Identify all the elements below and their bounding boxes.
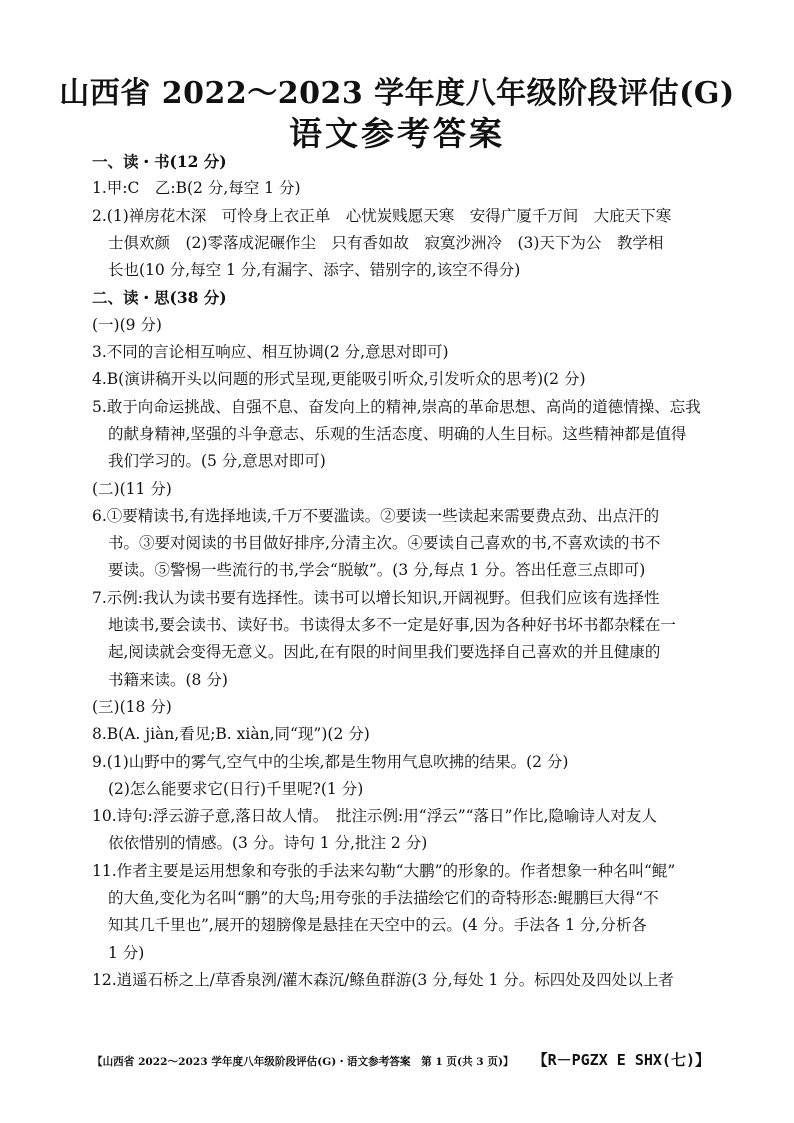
answer-line: 4.B(演讲稿开头以问题的形式呈现,更能吸引听众,引发听众的思考)(2 分) xyxy=(92,370,586,389)
answer-line: 依依惜别的情感。(3 分。诗句 1 分,批注 2 分) xyxy=(108,834,428,853)
section-heading: 二、读・思(38 分) xyxy=(92,288,227,308)
answer-line: 2.(1)禅房花木深 可怜身上衣正单 心忧炭贱愿天寒 安得广厦千万间 大庇天下寒 xyxy=(92,206,672,225)
document-subtitle: 语文参考答案 xyxy=(289,114,505,153)
section-heading: 一、读・书(12 分) xyxy=(92,152,227,171)
answer-line: 要读。⑤警惕一些流行的书,学会“脱敏”。(3 分,每点 1 分。答出任意三点即可) xyxy=(108,561,646,580)
answer-line: (2)怎么能要求它(日行)千里呢?(1 分) xyxy=(108,779,364,798)
answer-line: 7.示例:我认为读书要有选择性。读书可以增长知识,开阔视野。但我们应该有选择性 xyxy=(92,588,660,607)
answer-line: 我们学习的。(5 分,意思对即可) xyxy=(108,452,326,471)
answer-line: 起,阅读就会变得无意义。因此,在有限的时间里我们要选择自己喜欢的并且健康的 xyxy=(108,643,661,662)
subsection-heading: (三)(18 分) xyxy=(92,697,172,716)
answer-line: 书。③要对阅读的书目做好排序,分清主次。④要读自己喜欢的书,不喜欢读的书不 xyxy=(108,534,661,553)
answer-line: 12.逍遥石桥之上/草香泉洌/灌木森沉/鲦鱼群游(3 分,每处 1 分。标四处及四处以上者 xyxy=(92,970,674,989)
answer-line: 3.不同的言论相互响应、相互协调(2 分,意思对即可) xyxy=(92,343,449,362)
answer-line: 1 分) xyxy=(108,943,145,962)
answer-line: 知其几千里也”,展开的翅膀像是悬挂在天空中的云。(4 分。手法各 1 分,分析各 xyxy=(108,916,647,935)
answer-line: 的献身精神,坚强的斗争意志、乐观的生活态度、明确的人生目标。这些精神都是值得 xyxy=(108,424,687,443)
answer-line: 10.诗句:浮云游子意,落日故人情。 批注示例:用“浮云”“落日”作比,隐喻诗人对友人 xyxy=(92,807,657,826)
answer-line: 士俱欢颜 (2)零落成泥碾作尘 只有香如故 寂寞沙洲冷 (3)天下为公 教学相 xyxy=(108,233,664,252)
answer-line: 5.敢于向命运挑战、自强不息、奋发向上的精神,崇高的革命思想、高尚的道德情操、忘我 xyxy=(92,397,701,416)
answer-line: 地读书,要会读书、读好书。书读得太多不一定是好事,因为各种好书坏书都杂糅在一 xyxy=(108,616,676,635)
answer-line: 8.B(A. jiàn,看见;B. xiàn,同“现”)(2 分) xyxy=(92,725,370,744)
document-title: 山西省 2022～2023 学年度八年级阶段评估(G) xyxy=(59,76,735,111)
page-footer xyxy=(92,1049,710,1070)
answer-line: 9.(1)山野中的雾气,空气中的尘埃,都是生物用气息吹拂的结果。(2 分) xyxy=(92,752,569,771)
answer-line: 长也(10 分,每空 1 分,有漏字、添字、错别字的,该空不得分) xyxy=(108,261,521,280)
exam-code: 【R－PGZX E SHX(七)】 xyxy=(532,1051,710,1069)
answer-line: 的大鱼,变化为名叫“鹏”的大鸟;用夸张的手法描绘它们的奇特形态:鲲鹏巨大得“不 xyxy=(108,889,659,908)
answer-line: 书籍来读。(8 分) xyxy=(108,670,228,689)
subsection-heading: (一)(9 分) xyxy=(92,315,162,334)
footer-text: 【山西省 2022～2023 学年度八年级阶段评估(G)・语文参考答案 第 1 页(共 3 页)】 xyxy=(92,1056,514,1068)
answer-body xyxy=(92,148,706,994)
answer-line: 11.作者主要是运用想象和夸张的手法来勾勒“大鹏”的形象的。作者想象一种名叫“鲲” xyxy=(92,861,676,880)
answer-line: 6.①要精读书,有选择地读,千万不要滥读。②要读一些读起来需要费点劲、出点汗的 xyxy=(92,506,660,525)
subsection-heading: (二)(11 分) xyxy=(92,479,172,498)
answer-line: 1.甲:C 乙:B(2 分,每空 1 分) xyxy=(92,179,301,198)
